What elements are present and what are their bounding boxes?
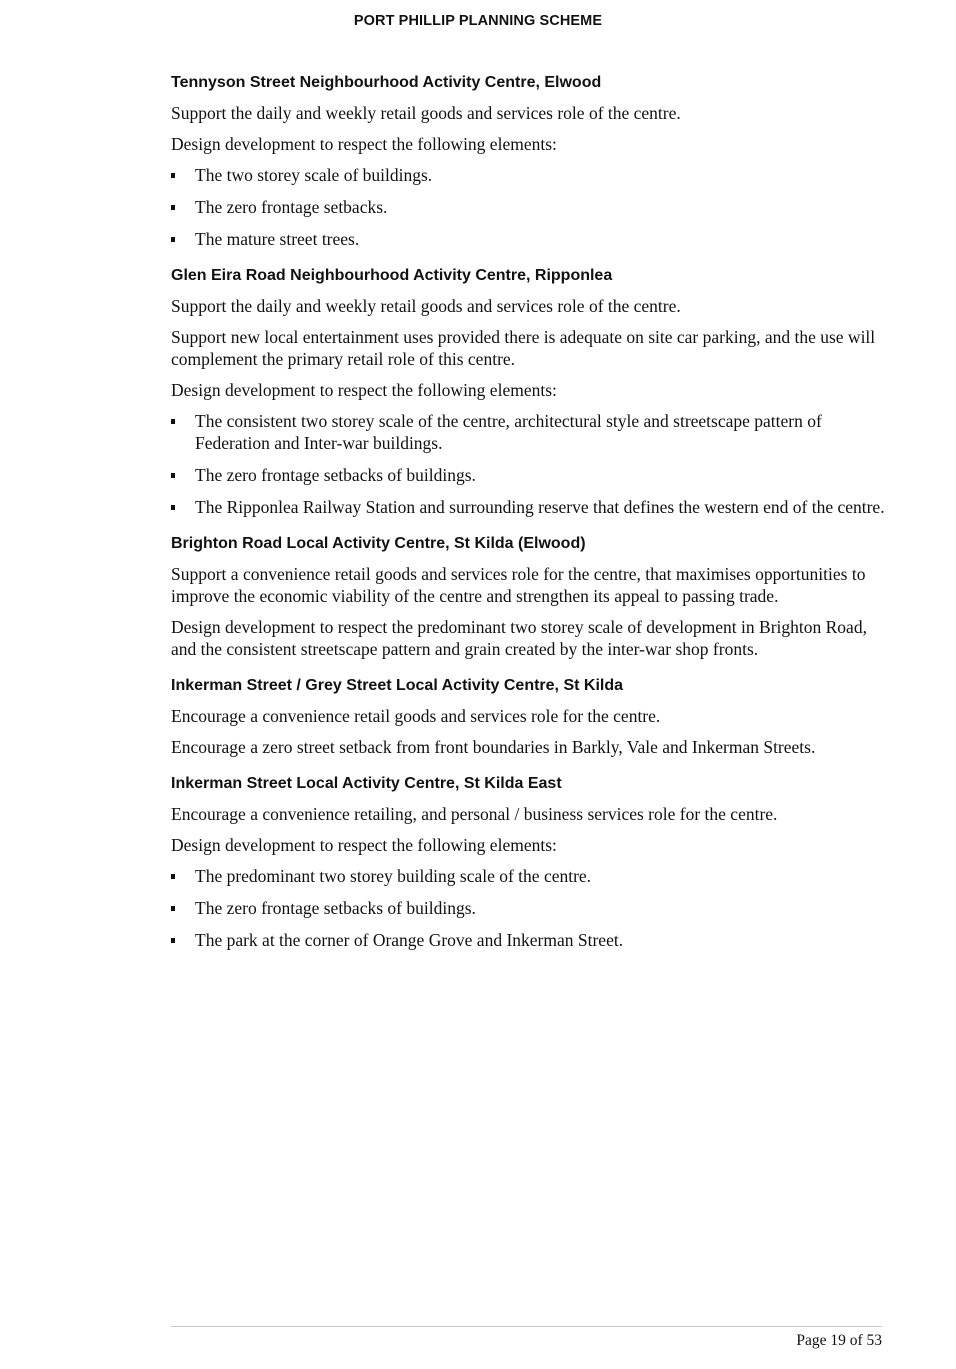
bullet-item [171, 464, 885, 486]
section-paragraph: Support the daily and weekly retail goods and services role of the centre. [171, 103, 681, 123]
bullet-list [171, 164, 885, 250]
bullet-item [171, 164, 885, 186]
bullet-item [171, 897, 885, 919]
page-header-title: PORT PHILLIP PLANNING SCHEME [353, 13, 603, 29]
section-paragraph: Design development to respect the following elements: [171, 835, 557, 855]
section-tennyson-street [171, 71, 885, 250]
footer-divider [171, 1326, 882, 1327]
section-brighton-road [171, 532, 885, 660]
bullet-item [171, 865, 885, 887]
bullet-icon [171, 419, 175, 424]
section-inkerman-grey-street [171, 674, 885, 758]
bullet-text: The two storey scale of buildings. [195, 165, 433, 185]
section-heading: Inkerman Street / Grey Street Local Activity Centre, St Kilda [171, 677, 623, 694]
bullet-icon [171, 874, 175, 879]
bullet-icon [171, 505, 175, 510]
section-inkerman-street [171, 772, 885, 951]
section-paragraph: Design development to respect the predominant two storey scale of development in Brighton Road, and the consistent streetscape pattern and grain created by the inter-war shop fronts. [171, 617, 867, 659]
section-heading: Brighton Road Local Activity Centre, St Kilda (Elwood) [171, 535, 586, 552]
bullet-text: The zero frontage setbacks of buildings. [195, 465, 476, 485]
bullet-icon [171, 906, 175, 911]
section-paragraph: Design development to respect the following elements: [171, 380, 557, 400]
page-number: Page 19 of 53 [796, 1332, 882, 1349]
bullet-text: The predominant two storey building scale of the centre. [195, 866, 592, 886]
section-paragraph: Encourage a convenience retail goods and services role for the centre. [171, 706, 661, 726]
bullet-item [171, 196, 885, 218]
section-paragraph: Encourage a convenience retailing, and personal / business services role for the centre. [171, 804, 778, 824]
bullet-item [171, 228, 885, 250]
bullet-text: The zero frontage setbacks. [195, 197, 388, 217]
bullet-icon [171, 173, 175, 178]
bullet-icon [171, 473, 175, 478]
section-paragraph: Encourage a zero street setback from front boundaries in Barkly, Vale and Inkerman Streets. [171, 737, 816, 757]
section-glen-eira-road [171, 264, 885, 518]
bullet-icon [171, 237, 175, 242]
bullet-text: The park at the corner of Orange Grove and Inkerman Street. [195, 930, 624, 950]
bullet-text: The Ripponlea Railway Station and surrounding reserve that defines the western end of the centre. [195, 497, 885, 517]
document-body [171, 71, 885, 961]
section-paragraph: Support a convenience retail goods and services role for the centre, that maximises opportunities to improve the economic viability of the centre and strengthen its appeal to passing trade. [171, 564, 866, 606]
section-heading: Glen Eira Road Neighbourhood Activity Centre, Ripponlea [171, 267, 613, 284]
bullet-list [171, 410, 885, 518]
bullet-text: The consistent two storey scale of the centre, architectural style and streetscape pattern of Federation and Inter-war buildings. [195, 411, 822, 453]
section-heading: Inkerman Street Local Activity Centre, St Kilda East [171, 775, 562, 792]
bullet-text: The mature street trees. [195, 229, 360, 249]
section-paragraph: Support the daily and weekly retail goods and services role of the centre. [171, 296, 681, 316]
bullet-item [171, 929, 885, 951]
bullet-icon [171, 205, 175, 210]
section-paragraph: Support new local entertainment uses provided there is adequate on site car parking, and the use will complement the primary retail role of this centre. [171, 327, 876, 369]
bullet-list [171, 865, 885, 951]
bullet-item [171, 410, 885, 454]
section-paragraph: Design development to respect the following elements: [171, 134, 557, 154]
bullet-item [171, 496, 885, 518]
section-heading: Tennyson Street Neighbourhood Activity Centre, Elwood [171, 74, 602, 91]
bullet-icon [171, 938, 175, 943]
bullet-text: The zero frontage setbacks of buildings. [195, 898, 476, 918]
